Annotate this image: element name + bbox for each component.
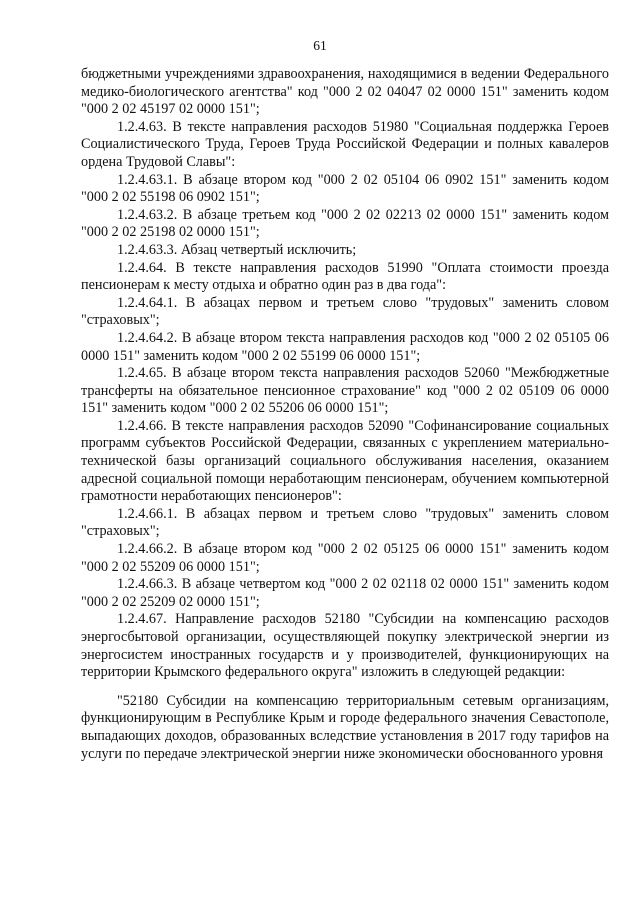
page-number: 61 (313, 38, 327, 53)
paragraph-1-2-4-66-1: 1.2.4.66.1. В абзацах первом и третьем слово "трудовых" заменить словом "страховых"; (81, 505, 609, 540)
paragraph-1-2-4-64: 1.2.4.64. В тексте направления расходов 51990 "Оплата стоимости проезда пенсионерам к месту отдыха и обратно один раз в два года": (81, 259, 609, 294)
paragraph-continuation: бюджетными учреждениями здравоохранения, находящимися в ведении Федерального медико-биологического агентства" код "000 2 02 04047 02 0000 151" заменить кодом "000 2 02 45197 02 0000 151"; (81, 66, 609, 118)
paragraph-1-2-4-63: 1.2.4.63. В тексте направления расходов 51980 "Социальная поддержка Героев Социалистического Труда, Героев Труда Российской Федерации и полных кавалеров ордена Трудовой Славы": (81, 118, 609, 170)
document-body (81, 66, 609, 763)
paragraph-1-2-4-63-2: 1.2.4.63.2. В абзаце третьем код "000 2 02 02213 02 0000 151" заменить кодом "000 2 02 25198 02 0000 151"; (81, 206, 609, 241)
paragraph-1-2-4-66-2: 1.2.4.66.2. В абзаце втором код "000 2 02 05125 06 0000 151" заменить кодом "000 2 02 55209 06 0000 151"; (81, 541, 609, 575)
paragraph-1-2-4-65: 1.2.4.65. В абзаце втором текста направления расходов 52060 "Межбюджетные трансферты на обязательное пенсионное страхование" код "000 2 02 05109 06 0000 151" заменить кодом "000 2 02 55206 06 0000 151"; (81, 365, 609, 417)
paragraph-1-2-4-67: 1.2.4.67. Направление расходов 52180 "Субсидии на компенсацию расходов энергосбытовой организации, осуществляющей покупку электрической энергии из энергосистем иностранных государств и у производителей, функционирующих на территории Крымского федерального округа" изложить в следующей редакции: (81, 611, 609, 681)
paragraph-1-2-4-64-2: 1.2.4.64.2. В абзаце втором текста направления расходов код "000 2 02 05105 06 0000 151" заменить кодом "000 2 02 55199 06 0000 151"; (81, 329, 609, 364)
paragraph-new-wording-52180: "52180 Субсидии на компенсацию территориальным сетевым организациям, функционирующим в Республике Крым и городе федерального значения Севастополе, выпадающих доходов, образованных вследствие установления в 2017 году тарифов на услуги по передаче электрической энергии ниже экономически обоснованного уровня (81, 692, 609, 762)
paragraph-1-2-4-66-3: 1.2.4.66.3. В абзаце четвертом код "000 2 02 02118 02 0000 151" заменить кодом "000 2 02 25209 02 0000 151"; (81, 576, 609, 610)
paragraph-1-2-4-63-1: 1.2.4.63.1. В абзаце втором код "000 2 02 05104 06 0902 151" заменить кодом "000 2 02 55198 06 0902 151"; (81, 171, 609, 206)
paragraph-1-2-4-66: 1.2.4.66. В тексте направления расходов 52090 "Софинансирование социальных программ субъектов Российской Федерации, связанных с укреплением материально-технической базы организаций социального обслуживания населения, оказанием адресной социальной помощи неработающим пенсионерам, обучением компьютерной грамотности неработающих пенсионеров": (81, 417, 609, 505)
paragraph-spacer (81, 682, 609, 693)
paragraph-1-2-4-63-3: 1.2.4.63.3. Абзац четвертый исключить; (117, 241, 357, 258)
paragraph-1-2-4-64-1: 1.2.4.64.1. В абзацах первом и третьем слово "трудовых" заменить словом "страховых"; (81, 294, 609, 329)
